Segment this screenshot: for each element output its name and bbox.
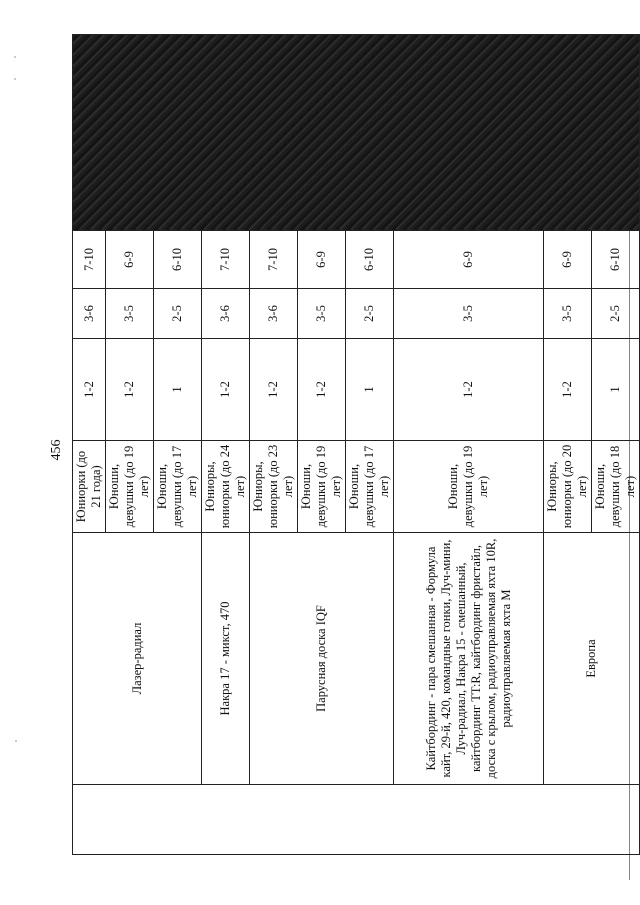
- place-range-cell: 2-5: [154, 289, 202, 339]
- place-range-cell: 2-5: [592, 289, 640, 339]
- table-row: [73, 35, 106, 855]
- age-group-cell: Юноши, девушки (до 17 лет): [346, 441, 394, 533]
- place-range-cell: 3-6: [73, 289, 106, 339]
- place-range-cell: 1-2: [394, 339, 544, 441]
- place-range-cell: 1-2: [202, 339, 250, 441]
- dark-scan-band: [73, 35, 640, 231]
- place-range-cell: 1-2: [250, 339, 298, 441]
- place-range-cell: 3-6: [250, 289, 298, 339]
- place-range-cell: 1: [154, 339, 202, 441]
- place-range-cell: 6-9: [394, 231, 544, 289]
- place-range-cell: 7-10: [250, 231, 298, 289]
- place-range-cell: 7-10: [202, 231, 250, 289]
- scan-speck: [14, 56, 16, 58]
- age-group-cell: Юноши, девушки (до 19 лет): [106, 441, 154, 533]
- page-number: 456: [49, 439, 64, 461]
- place-range-cell: 7-10: [73, 231, 106, 289]
- place-range-cell: 3-6: [202, 289, 250, 339]
- place-range-cell: 6-10: [592, 231, 640, 289]
- age-group-cell: Юниорки (до 21 года): [73, 441, 106, 533]
- place-range-cell: 2-5: [346, 289, 394, 339]
- discipline-cell: Лазер-радиал: [73, 533, 202, 785]
- age-group-cell: Юниоры, юниорки (до 24 лет): [202, 441, 250, 533]
- place-range-cell: 1-2: [73, 339, 106, 441]
- place-range-cell: 1: [346, 339, 394, 441]
- age-group-cell: Юниоры, юниорки (до 23 лет): [250, 441, 298, 533]
- age-group-cell: Юниоры, юниорки (до 20 лет): [544, 441, 592, 533]
- place-range-cell: 6-9: [544, 231, 592, 289]
- place-range-cell: 6-9: [106, 231, 154, 289]
- place-range-cell: 1: [592, 339, 640, 441]
- discipline-cell: Накра 17 - микст, 470: [202, 533, 250, 785]
- place-range-cell: 3-5: [544, 289, 592, 339]
- age-group-cell: Юноши, девушки (до 17 лет): [154, 441, 202, 533]
- age-group-cell: Юноши, девушки (до 19 лет): [298, 441, 346, 533]
- scan-speck: [14, 78, 16, 80]
- scan-speck: [15, 740, 17, 742]
- discipline-cell: Европа: [544, 533, 640, 785]
- place-range-cell: 6-10: [346, 231, 394, 289]
- place-range-cell: 3-5: [106, 289, 154, 339]
- place-range-cell: 1-2: [544, 339, 592, 441]
- place-range-cell: 6-10: [154, 231, 202, 289]
- place-range-cell: 6-9: [298, 231, 346, 289]
- age-group-cell: Юноши, девушки (до 19 лет): [394, 441, 544, 533]
- place-range-cell: 1-2: [106, 339, 154, 441]
- place-range-cell: 3-5: [394, 289, 544, 339]
- age-group-cell: Юноши, девушки (до 18 лет): [592, 441, 640, 533]
- place-range-cell: 1-2: [298, 339, 346, 441]
- discipline-cell: Кайтбординг - пара смешанная - Формула кайт, 29-й, 420, командные гонки, Луч-мини, Луч-радиал, Накра 15 - смешанный, кайтбординг TT:R, кайтбординг фристайл, доска с крылом, радиоуправляемая яхта 10R, радиоуправляемая яхта M: [394, 533, 544, 785]
- empty-first-column: [73, 785, 640, 855]
- rotated-table-frame: [72, 35, 637, 855]
- place-range-cell: 3-5: [298, 289, 346, 339]
- discipline-cell: Парусная доска IQF: [250, 533, 394, 785]
- ranking-table: [72, 34, 640, 855]
